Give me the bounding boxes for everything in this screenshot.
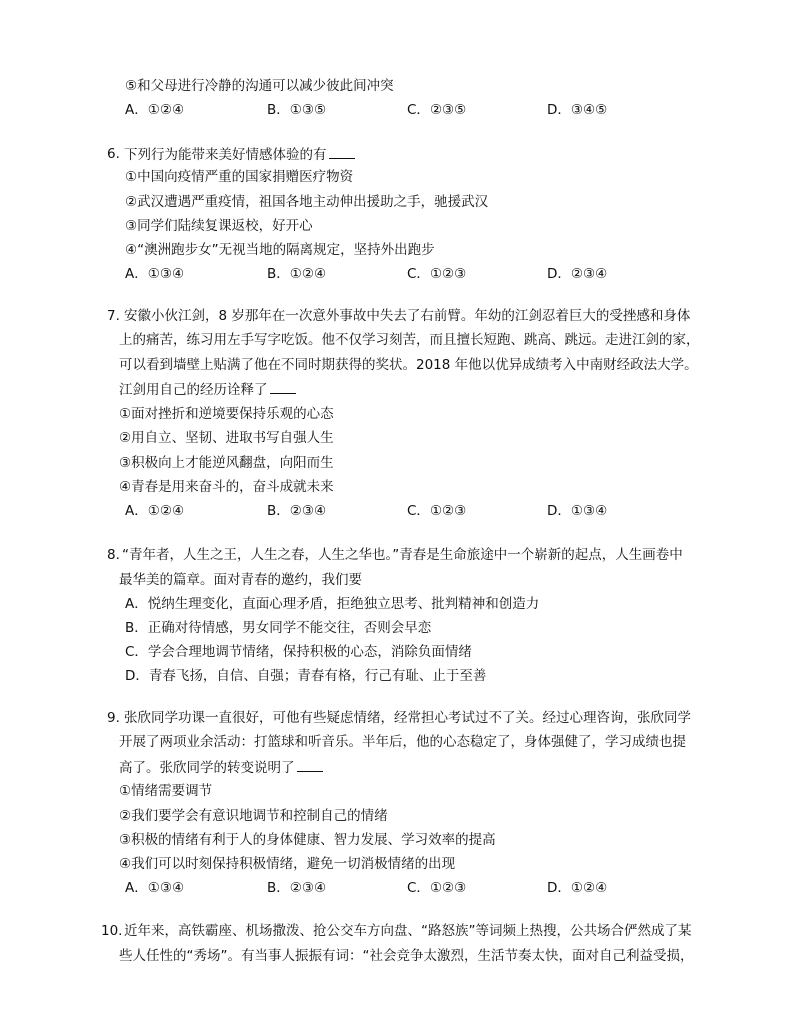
- q7-statement-2: ②用自立、坚韧、进取书写自强人生: [119, 430, 334, 446]
- q8-stem-line-1: “青年者，人生之王，人生之春，人生之华也。”青春是生命旅途中一个崭新的起点，人生画卷中: [122, 547, 683, 563]
- q7-options: [125, 501, 685, 521]
- q6-statement-3: ③同学们陆续复课返校，好开心: [125, 218, 313, 234]
- q6-statement-1: ①中国向疫情严重的国家捐赠医疗物资: [125, 169, 354, 185]
- q9-option-b[interactable]: B．②③④: [267, 880, 327, 896]
- q9-stem-line-1: 张欣同学功课一直很好，可他有些疑虑情绪，经常担心考试过不了关。经过心理咨询，张欣同学: [124, 710, 691, 726]
- q6-number: 6.: [107, 146, 120, 162]
- answer-blank: [270, 379, 296, 394]
- q6-stem: 下列行为能带来美好情感体验的有: [124, 144, 355, 165]
- q9-statement-2: ②我们要学会有意识地调节和控制自己的情绪: [119, 808, 388, 824]
- q9-number: 9.: [107, 710, 120, 726]
- q7-option-a[interactable]: A．①②④: [125, 503, 185, 519]
- q9-statement-3: ③积极的情绪有利于人的身体健康、智力发展、学习效率的提高: [119, 832, 496, 848]
- q9-option-a[interactable]: A．①③④: [125, 880, 185, 896]
- q6-statement-2: ②武汉遭遇严重疫情，祖国各地主动伸出援助之手，驰援武汉: [125, 194, 489, 210]
- q6-options: [125, 264, 685, 284]
- q8-number: 8.: [107, 547, 120, 563]
- q10-stem-line-2: 些人任性的“秀场”。有当事人振振有词：“社会竞争太激烈，生活节奏太快，面对自己利益受损，: [119, 948, 694, 964]
- q9-option-d[interactable]: D．①②④: [547, 880, 608, 896]
- answer-blank: [297, 757, 323, 772]
- q9-statement-1: ①情绪需要调节: [119, 783, 213, 799]
- q5-option-c[interactable]: C．②③⑤: [407, 102, 467, 118]
- q5-option-a[interactable]: A．①②④: [125, 102, 185, 118]
- q5-option-d[interactable]: D．③④⑤: [547, 102, 608, 118]
- q7-statement-4: ④青春是用来奋斗的，奋斗成就未来: [119, 479, 334, 495]
- answer-blank: [329, 144, 355, 159]
- q10-stem-line-1: 近年来，高铁霸座、机场撒泼、抢公交车方向盘、“路怒族”等词频上热搜，公共场合俨然成了某: [124, 923, 692, 939]
- q7-option-d[interactable]: D．①③④: [547, 503, 608, 519]
- q7-stem-line-3: 可以看到墙壁上贴满了他在不同时期获得的奖状。2018 年他以优异成绩考入中南财经政法大学。: [119, 357, 698, 373]
- q7-statement-3: ③积极向上才能逆风翻盘，向阳而生: [119, 455, 334, 471]
- q6-option-c[interactable]: C．①②③: [407, 266, 467, 282]
- q7-statement-1: ①面对挫折和逆境要保持乐观的心态: [119, 406, 334, 422]
- q6-statement-4: ④“澳洲跑步女”无视当地的隔离规定，坚持外出跑步: [125, 242, 435, 258]
- q7-stem-line-1: 安徽小伙江剑，8 岁那年在一次意外事故中失去了右前臂。年幼的江剑忍着巨大的受挫感和身体: [124, 308, 691, 324]
- q7-stem-line-2: 上的痛苦，练习用左手写字吃饭。他不仅学习刻苦，而且擅长短跑、跳高、跳远。走进江剑的家，: [119, 332, 700, 348]
- q8-choice-d[interactable]: D．青春飞扬，自信、自强；青春有格，行己有耻、止于至善: [125, 668, 487, 684]
- q7-stem-line-4: 江剑用自己的经历诠释了: [119, 379, 296, 400]
- q6-option-d[interactable]: D．②③④: [547, 266, 608, 282]
- q9-statement-4: ④我们可以时刻保持积极情绪，避免一切消极情绪的出现: [119, 856, 456, 872]
- q9-stem-line-2: 开展了两项业余活动：打篮球和听音乐。半年后，他的心态稳定了，身体强健了，学习成绩也提: [119, 734, 686, 750]
- q6-option-a[interactable]: A．①③④: [125, 266, 185, 282]
- q5-option-b[interactable]: B．①③⑤: [267, 102, 327, 118]
- q9-options: [125, 878, 685, 898]
- q8-choice-a[interactable]: A．悦纳生理变化，直面心理矛盾，拒绝独立思考、批判精神和创造力: [125, 596, 540, 612]
- q7-option-b[interactable]: B．②③④: [267, 503, 327, 519]
- q5-statement-5: ⑤和父母进行冷静的沟通可以减少彼此间冲突: [125, 78, 394, 94]
- q9-stem-line-3: 高了。张欣同学的转变说明了: [119, 757, 323, 778]
- q8-choice-b[interactable]: B．正确对待情感，男女同学不能交往，否则会早恋: [125, 620, 432, 636]
- q6-option-b[interactable]: B．①②④: [267, 266, 327, 282]
- q9-option-c[interactable]: C．①②③: [407, 880, 467, 896]
- q7-number: 7.: [107, 308, 120, 324]
- q8-stem-line-2: 最华美的篇章。面对青春的邀约，我们要: [119, 572, 362, 588]
- q8-choice-c[interactable]: C．学会合理地调节情绪，保持积极的心态，消除负面情绪: [125, 644, 472, 660]
- q5-options: [125, 100, 685, 120]
- q7-option-c[interactable]: C．①②③: [407, 503, 467, 519]
- q10-number: 10.: [101, 923, 123, 939]
